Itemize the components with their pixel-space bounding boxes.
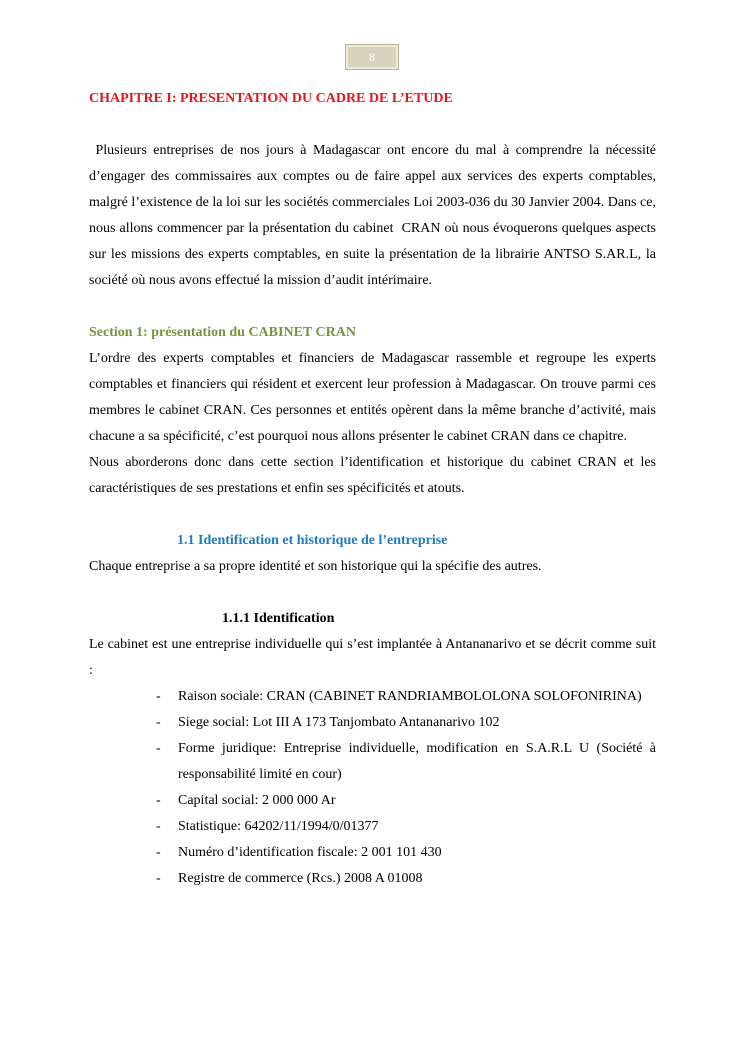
list-bullet: -	[156, 689, 161, 704]
subsection-title: 1.1 Identification et historique de l’entreprise	[177, 533, 448, 548]
list-item-text: Forme juridique: Entreprise individuelle, modification en S.A.R.L U (Société à responsabilité limité en cour)	[178, 741, 656, 782]
chapter-title: CHAPITRE I: PRESENTATION DU CADRE DE L’ETUDE	[89, 91, 453, 106]
list-item-text: Capital social: 2 000 000 Ar	[178, 793, 336, 808]
list-bullet: -	[156, 715, 161, 730]
list-bullet: -	[156, 793, 161, 808]
section-paragraph-1: L’ordre des experts comptables et financiers de Madagascar rassemble et regroupe les experts comptables et financiers qui résident et exercent leur profession à Madagascar. On trouve parmi ces membres le cabinet CRAN. Ces personnes et entités opèrent dans la même branche d’activité, mais chacune a sa spécificité, c’est pourquoi nous allons présenter le cabinet CRAN dans ce chapitre.	[89, 351, 656, 444]
list-item-text: Siege social: Lot III A 173 Tanjombato Antananarivo 102	[178, 715, 500, 730]
list-item	[89, 736, 656, 788]
list-item	[89, 840, 656, 866]
subsubsection-title: 1.1.1 Identification	[222, 611, 335, 626]
list-item-text: Raison sociale: CRAN (CABINET RANDRIAMBOLOLONA SOLOFONIRINA)	[178, 689, 642, 704]
page-number-badge: 8	[345, 44, 399, 70]
list-bullet: -	[156, 741, 161, 756]
identification-list	[89, 684, 656, 892]
identification-paragraph: Le cabinet est une entreprise individuelle qui s’est implantée à Antananarivo et se décrit comme suit :	[89, 637, 656, 678]
list-item-text: Statistique: 64202/11/1994/0/01377	[178, 819, 379, 834]
section-title: Section 1: présentation du CABINET CRAN	[89, 325, 356, 340]
list-item	[89, 684, 656, 710]
list-item-text: Registre de commerce (Rcs.) 2008 A 01008	[178, 871, 423, 886]
document-body	[89, 86, 660, 892]
list-item	[89, 788, 656, 814]
list-item	[89, 814, 656, 840]
intro-paragraph: Plusieurs entreprises de nos jours à Madagascar ont encore du mal à comprendre la nécessité d’engager des commissaires aux comptes ou de faire appel aux services des experts comptables, malgré l’existence de la loi sur les sociétés commerciales Loi 2003-036 du 30 Janvier 2004. Dans ce, nous allons commencer par la présentation du cabinet CRAN où nous évoquerons quelques aspects sur les missions des experts comptables, en suite la présentation de la librairie ANTSO S.AR.L, la société où nous avons effectué la mission d’audit intérimaire.	[89, 143, 660, 288]
list-bullet: -	[156, 819, 161, 834]
section-paragraph-2: Nous aborderons donc dans cette section l’identification et historique du cabinet CRAN et les caractéristiques de ses prestations et enfin ses spécificités et atouts.	[89, 455, 656, 496]
subsection-paragraph: Chaque entreprise a sa propre identité et son historique qui la spécifie des autres.	[89, 559, 542, 574]
list-bullet: -	[156, 845, 161, 860]
list-item	[89, 866, 656, 892]
list-item	[89, 710, 656, 736]
list-bullet: -	[156, 871, 161, 886]
list-item-text: Numéro d’identification fiscale: 2 001 101 430	[178, 845, 442, 860]
